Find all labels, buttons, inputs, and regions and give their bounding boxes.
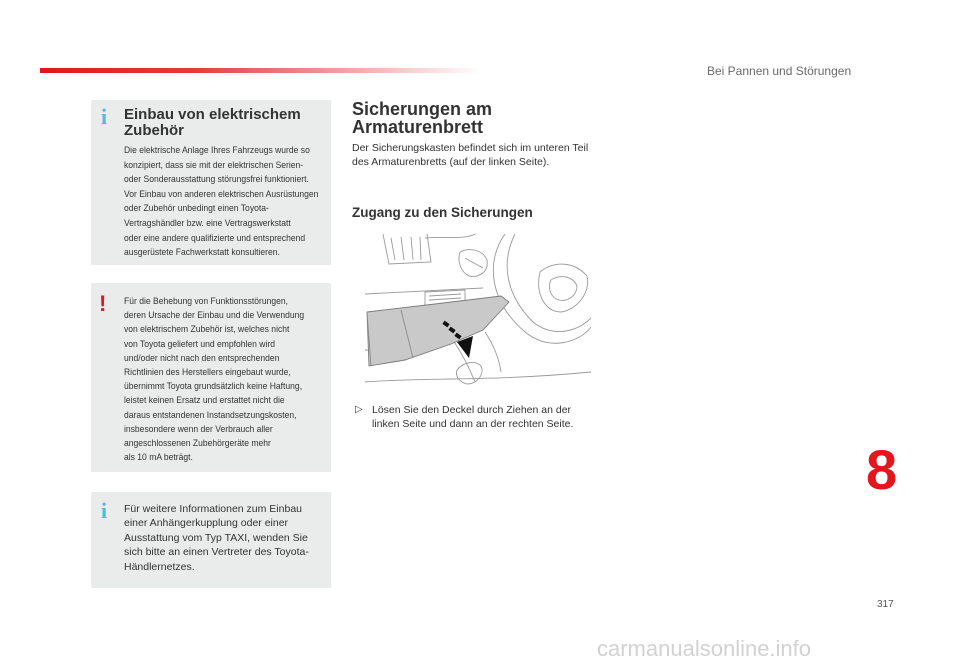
text-line: Für die Behebung von Funktionsstörungen, <box>124 296 288 307</box>
info-box-electrical <box>91 100 331 265</box>
intro-text: Der Sicherungskasten befindet sich im unteren Teil des Armaturenbretts (auf der linken Seite). <box>352 142 589 169</box>
info-box-text <box>124 502 329 574</box>
text-line: einer Anhängerkupplung oder einer <box>124 517 289 530</box>
text-line: oder eine andere qualifizierte und entsprechend <box>124 232 306 244</box>
info-box-title: Einbau von elektrischem Zubehör <box>124 106 301 139</box>
text-line: leistet keinen Ersatz und erstattet nicht die <box>124 395 285 407</box>
warning-icon: ! <box>99 291 107 316</box>
text-line: Vor Einbau von anderen elektrischen Ausrüstungen <box>124 188 319 200</box>
chapter-number: 8 <box>866 438 898 501</box>
text-line: Für weitere Informationen zum Einbau <box>124 503 303 515</box>
warning-box <box>91 283 331 472</box>
text-line: angeschlossenen Zubehörgeräte mehr <box>124 438 271 450</box>
page-title: Sicherungen am Armaturenbrett <box>352 99 493 137</box>
watermark: carmanualsonline.info <box>597 636 812 661</box>
text-line: oder Sonderausstattung störungsfrei funktioniert. <box>124 174 309 186</box>
text-line: daraus entstandenen Instandsetzungskosten, <box>124 409 297 421</box>
text-line: deren Ursache der Einbau und die Verwendung <box>124 310 305 322</box>
subsection-title: Zugang zu den Sicherungen <box>352 205 533 220</box>
text-line: übernimmt Toyota grundsätzlich keine Haftung, <box>124 381 303 393</box>
arrow-bullet-icon: ▷ <box>355 404 363 415</box>
text-line: Richtlinien des Herstellers eingebaut wurde, <box>124 367 291 379</box>
fusebox-illustration <box>365 232 591 390</box>
section-title: Bei Pannen und Störungen <box>707 64 852 78</box>
text-line: konzipiert, dass sie mit der elektrischen Serien- <box>124 159 304 171</box>
info-box-text <box>124 144 324 261</box>
warning-box-text <box>124 295 324 465</box>
text-line: Ausstattung vom Typ TAXI, wenden Sie <box>124 531 308 544</box>
text-line: insbesondere wenn der Verbrauch aller <box>124 423 273 435</box>
text-line: als 10 mA beträgt. <box>124 452 193 464</box>
text-line: ausgerüstete Fachwerkstatt konsultieren. <box>124 247 280 259</box>
info-box-towbar <box>91 492 331 588</box>
text-line: Die elektrische Anlage Ihres Fahrzeugs wurde so <box>124 145 310 156</box>
text-line: oder Zubehör unbedingt einen Toyota- <box>124 203 269 215</box>
text-line: Händlernetzes. <box>124 560 195 573</box>
text-line: von elektrischem Zubehör ist, welches nicht <box>124 324 290 336</box>
text-line: von Toyota geliefert und empfohlen wird <box>124 338 275 350</box>
page-number: 317 <box>877 599 894 610</box>
text-line: Vertragshändler bzw. eine Vertragswerkstatt <box>124 217 291 229</box>
info-icon: i <box>101 104 108 129</box>
text-line: sich bitte an einen Vertreter des Toyota- <box>124 546 309 559</box>
text-line: und/oder nicht nach den entsprechenden <box>124 352 280 364</box>
header-accent-bar <box>40 68 480 73</box>
info-icon: i <box>101 498 108 523</box>
instruction-step: Lösen Sie den Deckel durch Ziehen an der linken Seite und dann an der rechten Seite. <box>372 404 574 431</box>
